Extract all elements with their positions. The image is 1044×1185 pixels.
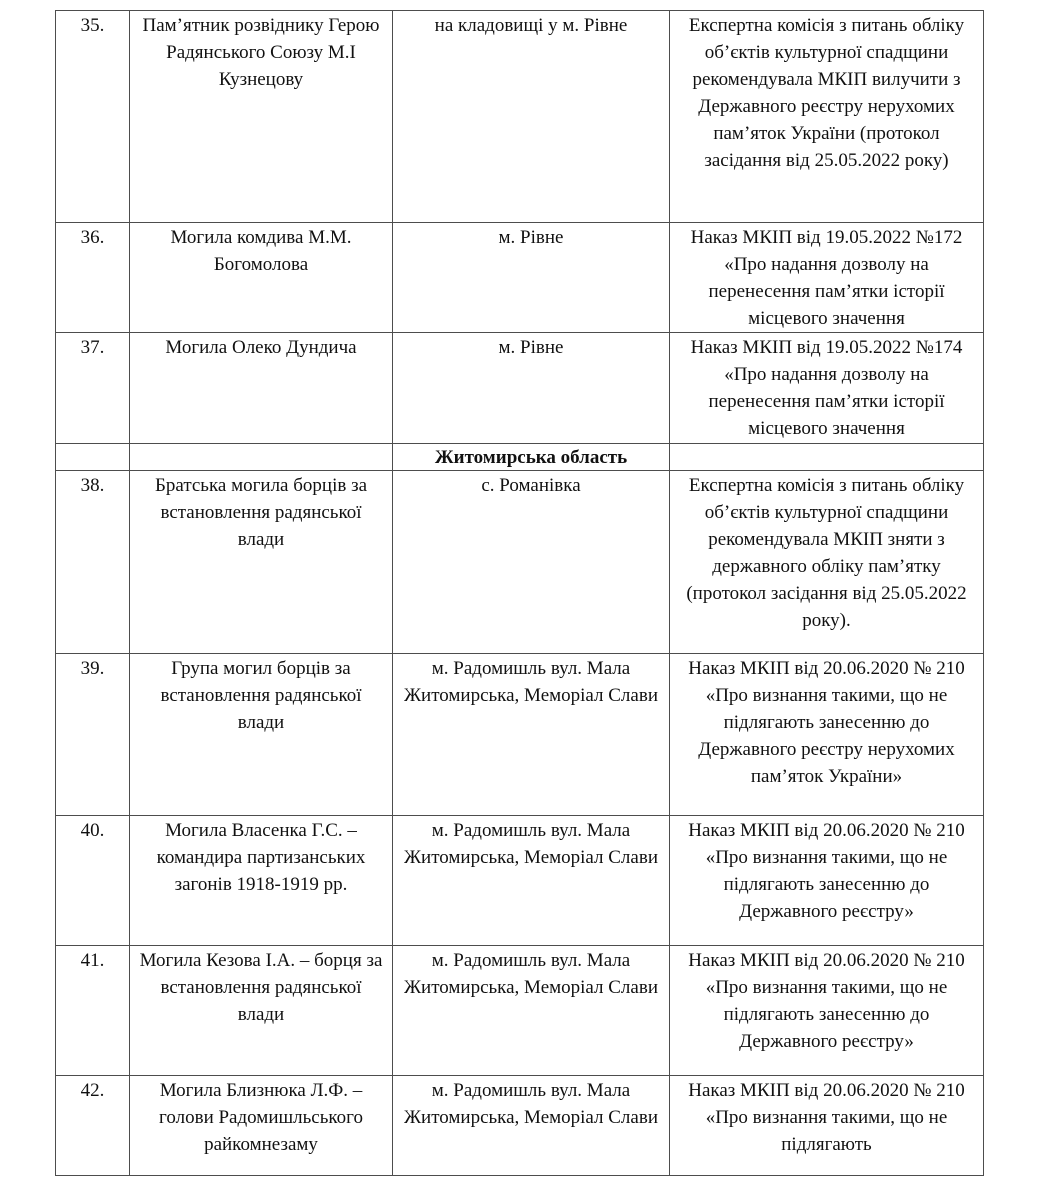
decision-cell: Експертна комісія з питань обліку об’єктів культурної спадщини рекомендувала МКІП вилучити з Державного реєстру нерухомих пам’яток України (протокол засідання від 25.05.2022 року) <box>670 11 984 223</box>
document-page <box>55 10 984 1176</box>
table-row <box>56 11 984 223</box>
monument-name-cell: Братська могила борців за встановлення радянської влади <box>130 471 393 654</box>
region-section-header: Житомирська область <box>393 444 670 471</box>
location-cell: м. Радомишль вул. Мала Житомирська, Меморіал Слави <box>393 816 670 946</box>
decision-cell: Експертна комісія з питань обліку об’єктів культурної спадщини рекомендувала МКІП зняти з державного обліку пам’ятку (протокол засідання від 25.05.2022 року). <box>670 471 984 654</box>
row-number-cell: 40. <box>56 816 130 946</box>
location-cell: м. Радомишль вул. Мала Житомирська, Меморіал Слави <box>393 654 670 816</box>
monument-name-cell: Могила Кезова І.А. – борця за встановлення радянської влади <box>130 946 393 1076</box>
empty-cell <box>130 444 393 471</box>
decision-cell: Наказ МКІП від 20.06.2020 № 210 «Про визнання такими, що не підлягають занесенню до Державного реєстру нерухомих пам’яток України» <box>670 654 984 816</box>
table-row <box>56 946 984 1076</box>
row-number-cell: 42. <box>56 1076 130 1176</box>
row-number-cell: 35. <box>56 11 130 223</box>
table-row <box>56 816 984 946</box>
monument-name-cell: Могила Олеко Дундича <box>130 333 393 444</box>
decision-cell: Наказ МКІП від 20.06.2020 № 210 «Про визнання такими, що не підлягають занесенню до Державного реєстру» <box>670 816 984 946</box>
monuments-table <box>55 10 984 1176</box>
decision-cell: Наказ МКІП від 19.05.2022 №174 «Про надання дозволу на перенесення пам’ятки історії місцевого значення <box>670 333 984 444</box>
row-number-cell: 37. <box>56 333 130 444</box>
row-number-cell: 36. <box>56 223 130 333</box>
table-row <box>56 654 984 816</box>
location-cell: м. Рівне <box>393 223 670 333</box>
table-row <box>56 471 984 654</box>
location-cell: м. Рівне <box>393 333 670 444</box>
row-number-cell: 41. <box>56 946 130 1076</box>
table-row <box>56 1076 984 1176</box>
table-row <box>56 333 984 444</box>
location-cell: с. Романівка <box>393 471 670 654</box>
decision-cell: Наказ МКІП від 20.06.2020 № 210 «Про визнання такими, що не підлягають занесенню до Державного реєстру» <box>670 946 984 1076</box>
monument-name-cell: Могила Близнюка Л.Ф. – голови Радомишльського райкомнезаму <box>130 1076 393 1176</box>
row-number-cell: 39. <box>56 654 130 816</box>
location-cell: м. Радомишль вул. Мала Житомирська, Меморіал Слави <box>393 946 670 1076</box>
row-number-cell: 38. <box>56 471 130 654</box>
table-row <box>56 223 984 333</box>
monument-name-cell: Група могил борців за встановлення радянської влади <box>130 654 393 816</box>
region-section-row <box>56 444 984 471</box>
monument-name-cell: Могила комдива М.М. Богомолова <box>130 223 393 333</box>
location-cell: на кладовищі у м. Рівне <box>393 11 670 223</box>
location-cell: м. Радомишль вул. Мала Житомирська, Меморіал Слави <box>393 1076 670 1176</box>
decision-cell: Наказ МКІП від 19.05.2022 №172 «Про надання дозволу на перенесення пам’ятки історії місцевого значення <box>670 223 984 333</box>
empty-cell <box>670 444 984 471</box>
empty-cell <box>56 444 130 471</box>
monument-name-cell: Пам’ятник розвіднику Герою Радянського Союзу М.І Кузнецову <box>130 11 393 223</box>
monument-name-cell: Могила Власенка Г.С. – командира партизанських загонів 1918-1919 рр. <box>130 816 393 946</box>
decision-cell: Наказ МКІП від 20.06.2020 № 210 «Про визнання такими, що не підлягають <box>670 1076 984 1176</box>
